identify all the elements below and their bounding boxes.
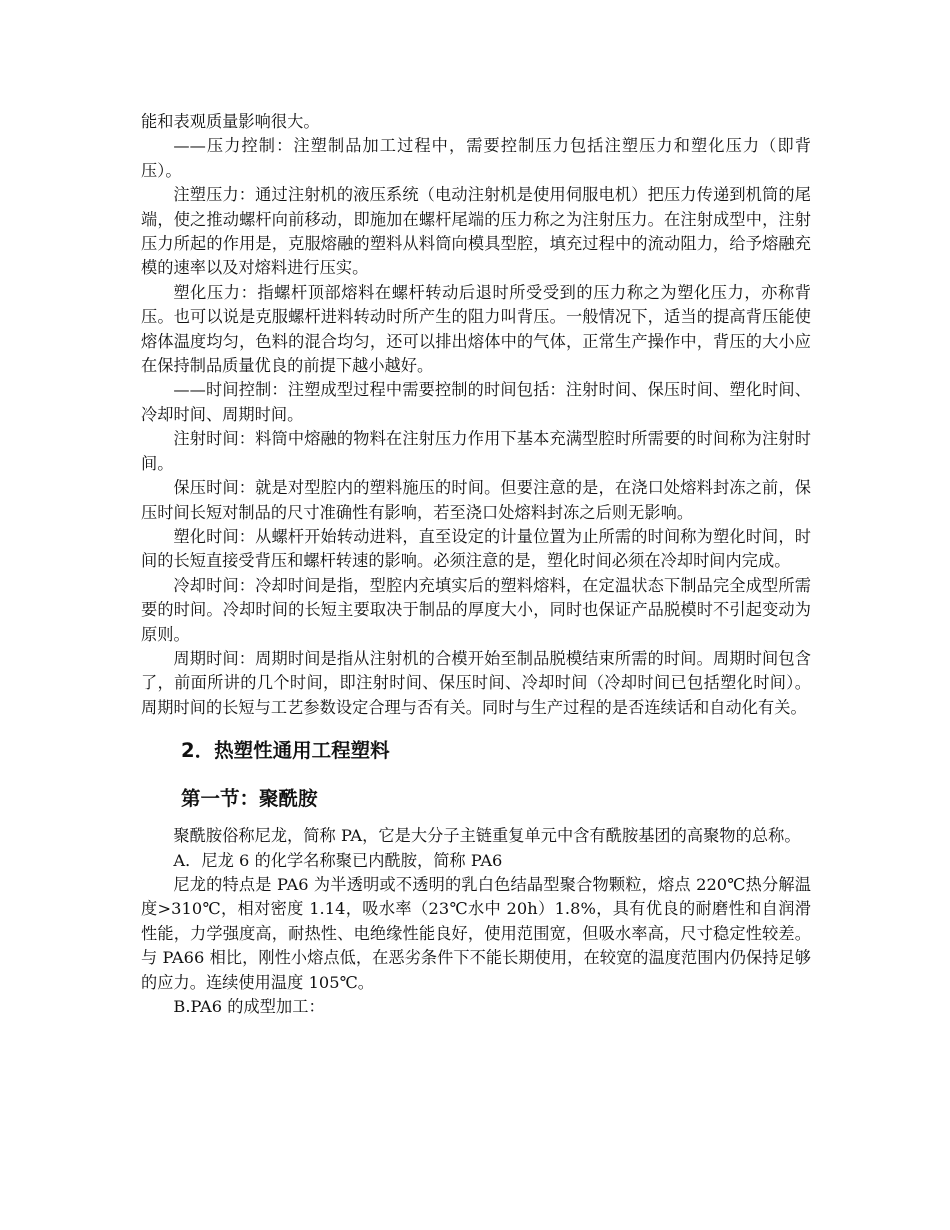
paragraph-pa6-name: A．尼龙 6 的化学名称聚已内酰胺，简称 PA6 (173, 850, 503, 870)
document-page (141, 110, 811, 1019)
paragraph-injection-pressure: 注塑压力：通过注射机的液压系统（电动注射机是使用伺服电机）把压力传递到机筒的尾端，使之推动螺杆向前移动，即施加在螺杆尾端的压力称之为注射压力。在注射成型中，注射压力所起的作用是，克服熔融的塑料从料筒向模具型腔，填充过程中的流动阻力，给予熔融充模的速率以及对熔料进行压实。 (141, 185, 811, 278)
paragraph-pa6-properties: 尼龙的特点是 PA6 为半透明或不透明的乳白色结晶型聚合物颗粒，熔点 220℃热分解温度>310℃，相对密度 1.14，吸水率（23℃水中 20h）1.8%，具有优良的耐磨性和自润滑性能，力学强度高，耐热性、电绝缘性能良好，使用范围宽，但吸水率高，尺寸稳定性较差。与 PA66 相比，刚性小熔点低，在恶劣条件下不能长期使用，在较宽的温度范围内仍保持足够的应力。连续使用温度 105℃。 (141, 874, 811, 992)
paragraph-polyamide-intro: 聚酰胺俗称尼龙，简称 PA，它是大分子主链重复单元中含有酰胺基团的高聚物的总称。 (173, 826, 801, 846)
paragraph-pa6-processing: B.PA6 的成型加工： (173, 997, 325, 1016)
paragraph-time-control: ——时间控制：注塑成型过程中需要控制的时间包括：注射时间、保压时间、塑化时间、冷却时间、周期时间。 (141, 380, 811, 424)
paragraph-continuation: 能和表观质量影响很大。 (141, 112, 320, 131)
paragraph-cycle-time: 周期时间：周期时间是指从注射机的合模开始至制品脱模结束所需的时间。周期时间包含了，前面所讲的几个时间，即注射时间、保压时间、冷却时间（冷却时间已包括塑化时间）。周期时间的长短与工艺参数设定合理与否有关。同时与生产过程的是否连续话和自动化有关。 (141, 648, 811, 717)
paragraph-plasticizing-pressure: 塑化压力：指螺杆顶部熔料在螺杆转动后退时所受受到的压力称之为塑化压力，亦称背压。也可以说是克服螺杆进料转动时所产生的阻力叫背压。一般情况下，适当的提高背压能使熔体温度均匀，色料的混合均匀，还可以排出熔体中的气体，正常生产操作中，背压的大小应在保持制品质量优良的前提下越小越好。 (141, 282, 811, 376)
paragraph-plasticizing-time: 塑化时间：从螺杆开始转动进料，直至设定的计量位置为止所需的时间称为塑化时间，时间的长短直接受背压和螺杆转速的影响。必须注意的是，塑化时间必须在冷却时间内完成。 (141, 526, 811, 571)
chapter-heading: 第一节：聚酰胺 (181, 787, 318, 811)
paragraph-holding-time: 保压时间：就是对型腔内的塑料施压的时间。但要注意的是，在浇口处熔料封冻之前，保压时间长短对制品的尺寸准确性有影响，若至浇口处熔料封冻之后则无影响。 (141, 478, 811, 522)
paragraph-cooling-time: 冷却时间：冷却时间是指，型腔内充填实后的塑料熔料，在定温状态下制品完全成型所需要的时间。冷却时间的长短主要取决于制品的厚度大小，同时也保证产品脱模时不引起变动为原则。 (141, 575, 811, 644)
paragraph-injection-time: 注射时间：料筒中熔融的物料在注射压力作用下基本充满型腔时所需要的时间称为注射时间。 (141, 429, 811, 473)
paragraph-pressure-control: ——压力控制：注塑制品加工过程中，需要控制压力包括注塑压力和塑化压力（即背压）。 (141, 136, 811, 180)
section-heading: 2．热塑性通用工程塑料 (181, 739, 390, 763)
